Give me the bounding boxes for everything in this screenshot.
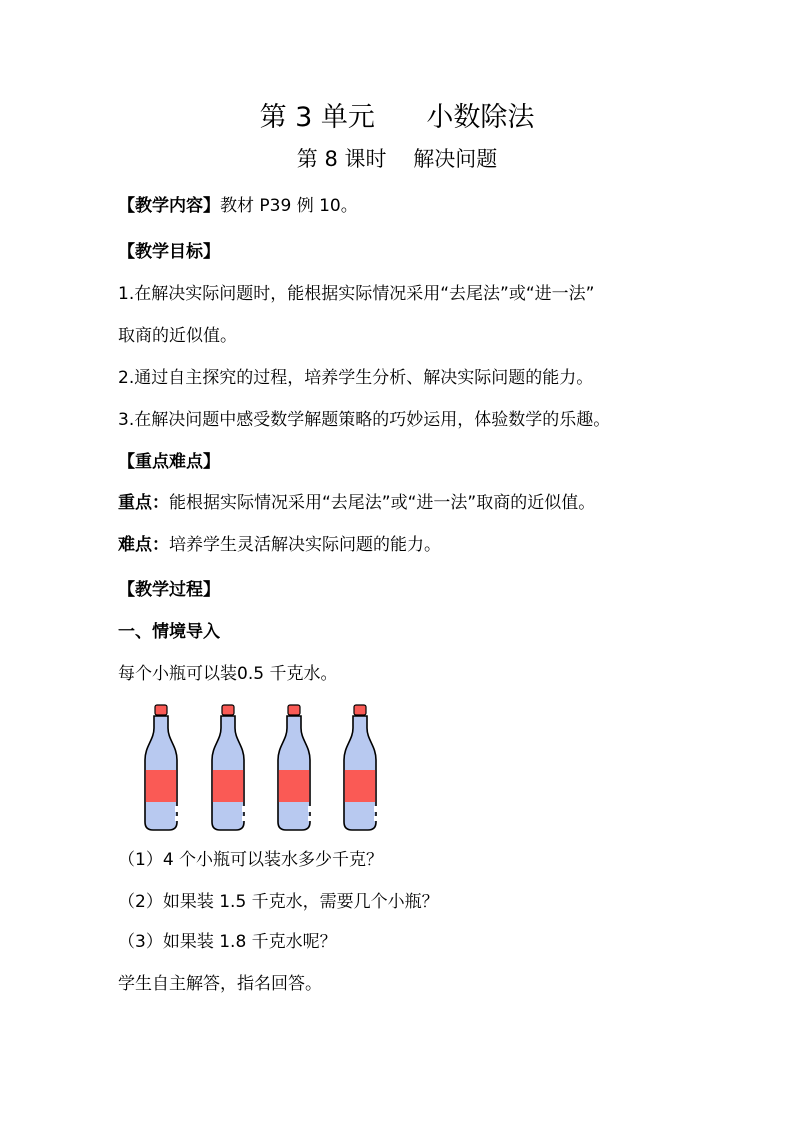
bottle-highlight-gap (308, 806, 312, 812)
bottle-label (345, 770, 375, 802)
goal-1-line-1: 1.在解决实际问题时，能根据实际情况采用“去尾法”或“进一法” (118, 284, 595, 304)
bottle-cap (222, 705, 234, 715)
goal-1-line-2: 取商的近似值。 (118, 326, 237, 346)
lesson-title: 第 8 课时 解决问题 (296, 147, 498, 171)
question-3: （3）如果装 1.8 千克水呢？ (118, 932, 337, 952)
bottle-highlight-gap (175, 816, 179, 821)
bottle-cap (288, 705, 300, 715)
bottle-highlight-gap (242, 806, 246, 812)
key-point-text: 能根据实际情况采用“去尾法”或“进一法”取商的近似值。 (169, 493, 596, 513)
bottle-icon (140, 702, 182, 834)
goal-3: 3.在解决问题中感受数学解题策略的巧妙运用，体验数学的乐趣。 (118, 410, 611, 430)
difficult-point-label: 难点： (118, 535, 169, 555)
key-difficult-heading: 【重点难点】 (118, 452, 220, 472)
question-1: （1）4 个小瓶可以装水多少千克？ (118, 850, 384, 870)
section-1-heading: 一、情境导入 (118, 622, 220, 642)
unit-title: 第 3 单元 小数除法 (259, 102, 535, 133)
bottle-highlight-gap (308, 816, 312, 821)
teaching-content-text: 教材 P39 例 10。 (220, 196, 358, 216)
key-point-label: 重点： (118, 493, 169, 513)
bottle-highlight-gap (374, 806, 378, 812)
bottle-highlight-gap (175, 806, 179, 812)
bottles-illustration (140, 702, 400, 834)
teaching-content-heading: 【教学内容】 (118, 196, 220, 216)
teaching-process-heading: 【教学过程】 (118, 580, 220, 600)
teaching-content-line (118, 194, 358, 218)
bottle-icon (207, 702, 249, 834)
bottle-highlight-gap (242, 816, 246, 821)
bottle-icon (273, 702, 315, 834)
answer-note: 学生自主解答，指名回答。 (118, 974, 322, 994)
bottle-highlight-gap (374, 816, 378, 821)
bottle-cap (155, 705, 167, 715)
bottle-cap (354, 705, 366, 715)
goal-2: 2.通过自主探究的过程，培养学生分析、解决实际问题的能力。 (118, 368, 594, 388)
key-point-line (118, 491, 595, 515)
difficult-point-text: 培养学生灵活解决实际问题的能力。 (169, 535, 441, 555)
question-2: （2）如果装 1.5 千克水，需要几个小瓶？ (118, 892, 439, 912)
intro-text: 每个小瓶可以装0.5 千克水。 (118, 664, 338, 684)
bottle-label (146, 770, 176, 802)
difficult-point-line (118, 533, 441, 557)
bottle-icon (339, 702, 381, 834)
teaching-goals-heading: 【教学目标】 (118, 242, 220, 262)
bottle-label (213, 770, 243, 802)
bottle-label (279, 770, 309, 802)
